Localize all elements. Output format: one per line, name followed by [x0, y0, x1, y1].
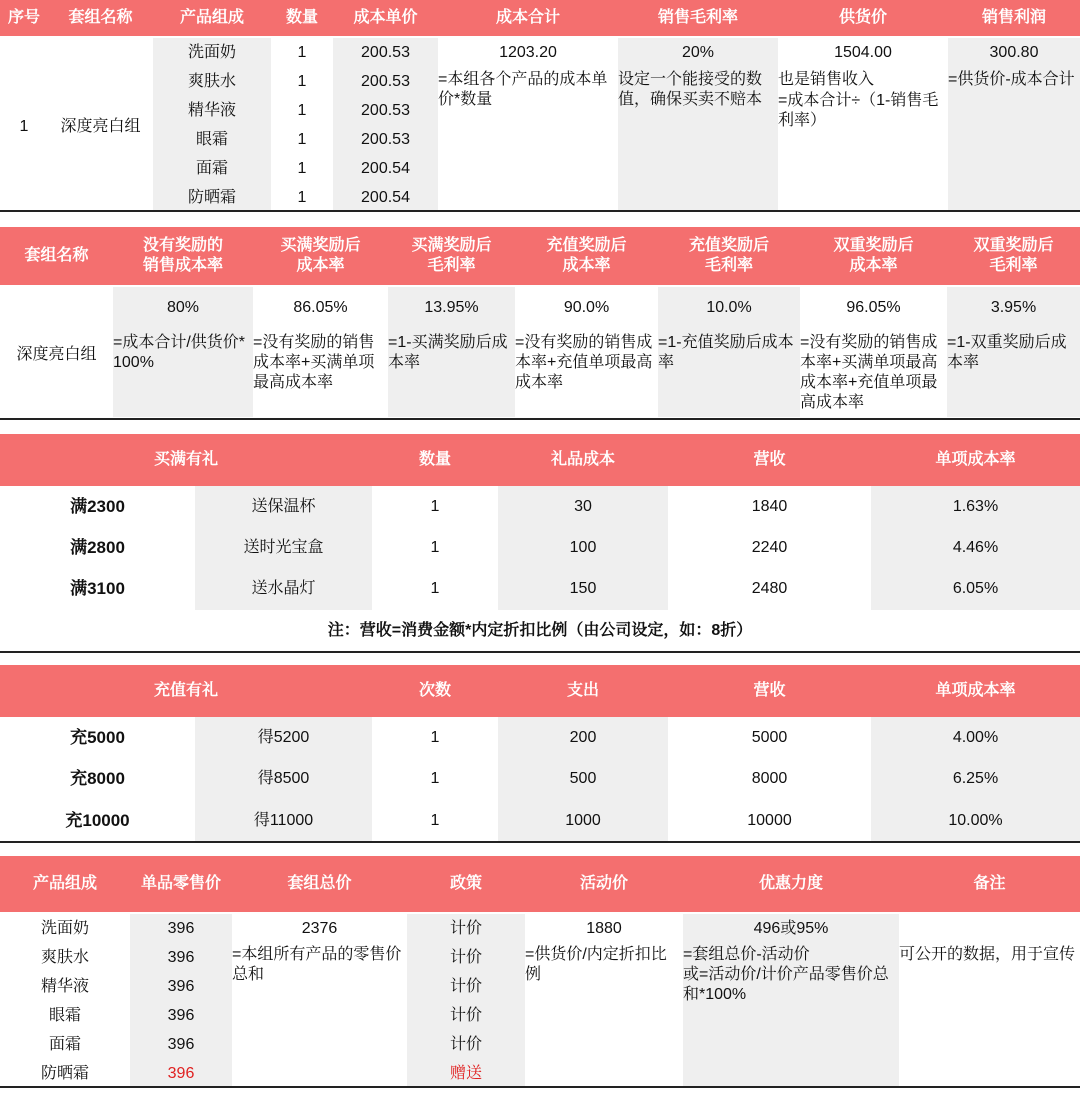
- revenue: 2480: [751, 580, 788, 597]
- col-profit: 销售利润: [981, 9, 1046, 26]
- product-qty: 1: [297, 44, 307, 61]
- col-set-name: 套组名称: [24, 247, 89, 264]
- supply-note-1: 也是销售收入: [778, 71, 875, 88]
- set-total-note: =本组所有产品的零售价总和: [232, 946, 402, 983]
- gift: 送水晶灯: [251, 580, 316, 597]
- col-promo-price: 活动价: [579, 875, 628, 892]
- item-cost-rate: 4.46%: [952, 539, 999, 556]
- retail-price: 396: [167, 978, 195, 995]
- product-name: 精华液: [187, 102, 236, 119]
- col-item-cost-rate: 单项成本率: [935, 682, 1016, 699]
- col-fullbuy-gift: 买满有礼: [153, 451, 218, 468]
- col-qty: 数量: [285, 9, 318, 26]
- product-qty: 1: [297, 189, 307, 206]
- base-cost-rate: 80%: [166, 299, 200, 316]
- product-qty: 1: [297, 102, 307, 119]
- col-double-cost-rate: 双重奖励后 成本率: [833, 237, 914, 274]
- col-times: 次数: [418, 682, 451, 699]
- tier: 满2300: [70, 497, 125, 516]
- tier: 满2800: [70, 538, 125, 557]
- revenue-note: 注：营收=消费金额*内定折扣比例（由公司设定，如：8折）: [327, 622, 753, 639]
- product-name: 眼霜: [195, 131, 228, 148]
- product-name: 洗面奶: [187, 44, 236, 61]
- item-cost-rate: 4.00%: [952, 729, 999, 746]
- tier: 充5000: [70, 728, 125, 747]
- col-revenue: 营收: [753, 682, 786, 699]
- revenue: 5000: [751, 729, 788, 746]
- expense: 1000: [565, 812, 601, 829]
- cost-rate-table-header: [0, 227, 1080, 285]
- product-name: 防晒霜: [187, 189, 236, 206]
- item-cost-rate: 10.00%: [948, 812, 1003, 829]
- col-fullbuy-cost-rate: 买满奖励后 成本率: [280, 237, 361, 274]
- fullbuy-margin-note: =1-买满奖励后成本率: [388, 334, 508, 371]
- fullbuy-cost-rate: 86.05%: [293, 299, 348, 316]
- revenue: 2240: [751, 539, 788, 556]
- col-double-margin: 双重奖励后 毛利率: [973, 237, 1054, 274]
- remark: 可公开的数据，用于宣传: [899, 946, 1076, 963]
- recharge-margin: 10.0%: [706, 299, 752, 316]
- col-unit-retail: 单品零售价: [140, 875, 221, 892]
- profit: 300.80: [989, 44, 1039, 61]
- col-revenue: 营收: [753, 451, 786, 468]
- times: 1: [430, 770, 440, 787]
- col-cost-total: 成本合计: [495, 9, 560, 26]
- gift: 送时光宝盒: [243, 539, 324, 556]
- promo-price: 1880: [586, 920, 622, 937]
- set-total: 2376: [301, 920, 338, 937]
- col-recharge-gift: 充值有礼: [153, 682, 218, 699]
- product-name: 爽肤水: [187, 73, 236, 90]
- gift-cost: 30: [574, 498, 592, 515]
- col-index: 序号: [7, 9, 40, 26]
- set-name: 深度亮白组: [60, 118, 141, 135]
- gross-margin: 20%: [681, 44, 715, 61]
- gift-cost: 150: [569, 580, 597, 597]
- cost-total: 1203.20: [499, 44, 557, 61]
- qty: 1: [430, 498, 440, 515]
- discount-note: =套组总价-活动价 或=活动价/计价产品零售价总和*100%: [683, 946, 889, 1003]
- col-recharge-cost-rate: 充值奖励后 成本率: [546, 237, 627, 274]
- profit-bg: [948, 38, 1080, 210]
- double-margin-note: =1-双重奖励后成本率: [947, 334, 1067, 371]
- col-set-total: 套组总价: [287, 875, 352, 892]
- double-cost-rate: 96.05%: [846, 299, 901, 316]
- product-price: 200.53: [361, 44, 410, 61]
- divider: [0, 210, 1080, 212]
- recharge-margin-note: =1-充值奖励后成本率: [658, 334, 794, 371]
- retail-price: 396: [167, 949, 195, 966]
- recharge-gift-header: [0, 665, 1080, 717]
- policy-gift: 赠送: [449, 1065, 482, 1082]
- col-discount: 优惠力度: [758, 875, 823, 892]
- profit-note: =供货价-成本合计: [948, 71, 1075, 88]
- fullbuy-gift-header: [0, 434, 1080, 486]
- double-margin: 3.95%: [990, 299, 1037, 316]
- supply-price: 1504.00: [834, 44, 892, 61]
- tier: 充8000: [70, 769, 125, 788]
- recharge-cost-rate: 90.0%: [563, 299, 610, 316]
- revenue: 10000: [747, 812, 792, 829]
- col-qty: 数量: [418, 451, 451, 468]
- base-cost-rate-note: =成本合计/供货价*100%: [113, 334, 246, 371]
- col-products: 产品组成: [179, 9, 244, 26]
- retail-price: 396: [167, 1036, 195, 1053]
- col-set-name: 套组名称: [68, 9, 133, 26]
- retail-price: 396: [167, 920, 195, 937]
- unit-cost-bg: [333, 38, 438, 210]
- cell-bg: [407, 914, 525, 1086]
- retail-price: 396: [167, 1007, 195, 1024]
- product-qty: 1: [297, 131, 307, 148]
- policy: 计价: [449, 920, 482, 937]
- supply-note-2: =成本合计÷（1-销售毛利率）: [778, 92, 939, 129]
- divider: [0, 841, 1080, 843]
- recharge-cost-rate-note: =没有奖励的销售成本率+充值单项最高成本率: [515, 334, 653, 391]
- retail-price-highlight: 396: [167, 1065, 195, 1082]
- divider: [0, 1086, 1080, 1088]
- margin-bg: [618, 38, 778, 210]
- expense: 500: [569, 770, 597, 787]
- times: 1: [430, 729, 440, 746]
- retail-table-header: [0, 856, 1080, 912]
- product-price: 200.54: [361, 189, 410, 206]
- gross-margin-note: 设定一个能接受的数值，确保买卖不赔本: [618, 71, 763, 108]
- divider: [0, 418, 1080, 420]
- policy: 计价: [449, 1007, 482, 1024]
- col-item-cost-rate: 单项成本率: [935, 451, 1016, 468]
- gift: 得11000: [253, 812, 314, 829]
- policy: 计价: [449, 949, 482, 966]
- fullbuy-cost-rate-note: =没有奖励的销售成本率+买满单项最高成本率: [253, 334, 375, 391]
- gift: 得5200: [257, 729, 310, 746]
- times: 1: [430, 812, 440, 829]
- col-products: 产品组成: [32, 875, 97, 892]
- product-name: 防晒霜: [40, 1065, 89, 1082]
- col-unit-cost: 成本单价: [353, 9, 418, 26]
- discount: 496或95%: [753, 920, 829, 937]
- item-cost-rate: 1.63%: [952, 498, 999, 515]
- set-name: 深度亮白组: [16, 346, 97, 363]
- summary-table-header: [0, 0, 1080, 36]
- product-name: 精华液: [40, 978, 89, 995]
- product-price: 200.53: [361, 73, 410, 90]
- product-name: 爽肤水: [40, 949, 89, 966]
- col-gross-margin: 销售毛利率: [657, 9, 738, 26]
- col-fullbuy-margin: 买满奖励后 毛利率: [411, 237, 492, 274]
- policy: 计价: [449, 978, 482, 995]
- revenue: 8000: [751, 770, 788, 787]
- col-policy: 政策: [449, 875, 482, 892]
- product-name: 洗面奶: [40, 920, 89, 937]
- gift: 送保温杯: [251, 498, 316, 515]
- cost-total-note: =本组各个产品的成本单价*数量: [438, 71, 608, 108]
- policy: 计价: [449, 1036, 482, 1053]
- tier: 充10000: [65, 811, 130, 830]
- gift: 得8500: [257, 770, 310, 787]
- double-cost-rate-note: =没有奖励的销售成本率+买满单项最高成本率+充值单项最高成本率: [800, 334, 938, 411]
- item-cost-rate: 6.05%: [952, 580, 999, 597]
- divider: [0, 651, 1080, 653]
- product-qty: 1: [297, 160, 307, 177]
- product-price: 200.53: [361, 131, 410, 148]
- promo-price-note: =供货价/内定折扣比例: [525, 946, 667, 983]
- col-expense: 支出: [566, 682, 599, 699]
- product-price: 200.54: [361, 160, 410, 177]
- gift-cost: 100: [569, 539, 597, 556]
- item-cost-rate: 6.25%: [952, 770, 999, 787]
- product-qty: 1: [297, 73, 307, 90]
- revenue: 1840: [751, 498, 788, 515]
- row-index: 1: [19, 118, 29, 135]
- expense: 200: [569, 729, 597, 746]
- col-gift-cost: 礼品成本: [550, 451, 615, 468]
- cell-bg: [130, 914, 232, 1086]
- col-remark: 备注: [973, 875, 1006, 892]
- col-base-cost-rate: 没有奖励的 销售成本率: [142, 237, 223, 274]
- col-recharge-margin: 充值奖励后 毛利率: [688, 237, 769, 274]
- tier: 满3100: [70, 579, 125, 598]
- product-name: 面霜: [48, 1036, 81, 1053]
- col-supply-price: 供货价: [838, 9, 887, 26]
- qty: 1: [430, 539, 440, 556]
- fullbuy-margin: 13.95%: [424, 299, 479, 316]
- products-bg: [153, 38, 271, 210]
- product-price: 200.53: [361, 102, 410, 119]
- product-name: 面霜: [195, 160, 228, 177]
- qty: 1: [430, 580, 440, 597]
- product-name: 眼霜: [48, 1007, 81, 1024]
